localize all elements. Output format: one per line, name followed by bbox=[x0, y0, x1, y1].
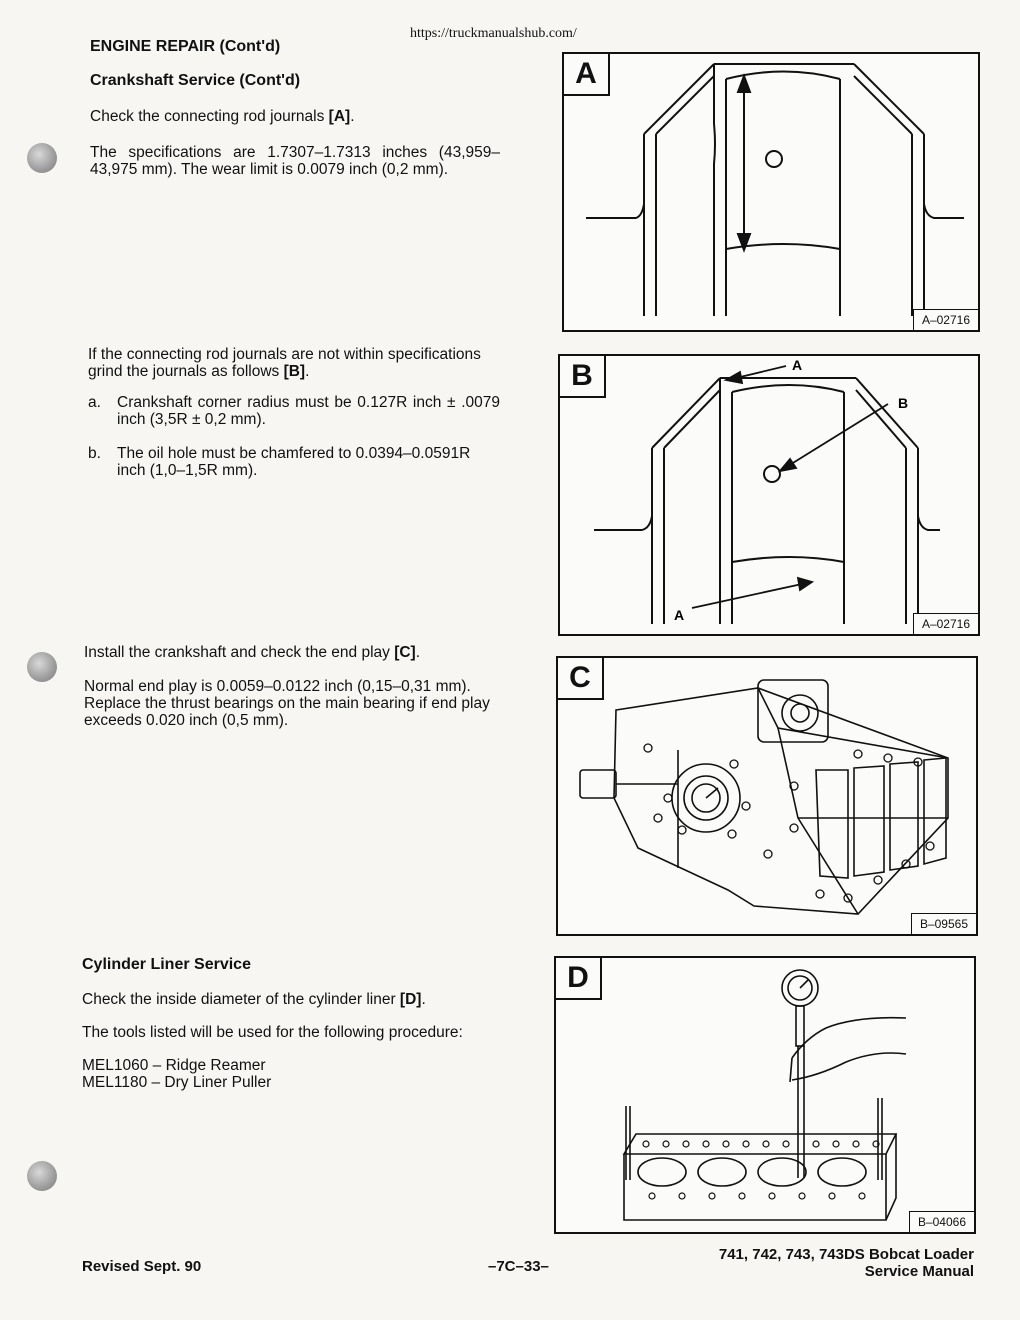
figure-a bbox=[562, 52, 980, 332]
period: . bbox=[415, 644, 421, 661]
tool-item: MEL1180 – Dry Liner Puller bbox=[82, 1074, 272, 1091]
binder-hole-top bbox=[27, 143, 57, 173]
figure-d bbox=[554, 956, 976, 1234]
figure-b-callout-a: A bbox=[792, 357, 803, 373]
crankshaft-journal-drawing bbox=[564, 54, 980, 332]
figure-ref-b: [B] bbox=[283, 363, 306, 380]
cylinder-bore-gauge-drawing bbox=[556, 958, 976, 1234]
footer-manual: Service Manual bbox=[864, 1263, 974, 1280]
tools-intro: The tools listed will be used for the following procedure: bbox=[82, 1024, 463, 1041]
cylinder-check-text: Check the inside diameter of the cylinder liner bbox=[82, 991, 400, 1008]
period: . bbox=[350, 108, 355, 125]
figure-b-callout-b: B bbox=[898, 395, 909, 411]
list-item-text-a: Crankshaft corner radius must be 0.127R inch ± .0079 inch (3,5R ± 0,2 mm). bbox=[117, 394, 500, 428]
binder-hole-middle bbox=[27, 652, 57, 682]
figure-a-label: A bbox=[564, 54, 610, 96]
grind-text: If the connecting rod journals are not within specifications grind the journals as follows bbox=[88, 346, 481, 380]
footer-page-number: –7C–33– bbox=[488, 1258, 549, 1275]
specs-paragraph: The specifications are 1.7307–1.7313 inches (43,959–43,975 mm). The wear limit is 0.0079 inch (0,2 mm). bbox=[90, 144, 500, 178]
figure-ref-d: [D] bbox=[399, 991, 422, 1008]
section-title: ENGINE REPAIR (Cont'd) bbox=[90, 38, 281, 55]
period: . bbox=[305, 363, 310, 380]
figure-b-label: B bbox=[560, 356, 606, 398]
endplay-paragraph: Normal end play is 0.0059–0.0122 inch (0,15–0,31 mm). Replace the thrust bearings on the main bearing if end play exceeds 0.020 inch (0,5 mm). bbox=[84, 678, 490, 729]
list-item-text-b: The oil hole must be chamfered to 0.0394–0.0591R inch (1,0–1,5R mm). bbox=[117, 445, 471, 479]
install-text: Install the crankshaft and check the end play bbox=[84, 644, 395, 661]
cylinder-check-paragraph bbox=[82, 991, 502, 1008]
figure-ref-a: [A] bbox=[328, 108, 351, 125]
figure-b-callout-a-lower: A bbox=[674, 607, 685, 623]
figure-d-label: D bbox=[556, 958, 602, 1000]
figure-a-code: A–02716 bbox=[913, 309, 978, 330]
binder-hole-bottom bbox=[27, 1161, 57, 1191]
install-paragraph bbox=[84, 644, 504, 661]
figure-b-code: A–02716 bbox=[913, 613, 978, 634]
check-rod-text: Check the connecting rod journals bbox=[90, 108, 329, 125]
footer-revised: Revised Sept. 90 bbox=[82, 1258, 202, 1275]
list-item-label-a: a. bbox=[88, 394, 101, 411]
engine-block-dial-indicator-drawing bbox=[558, 658, 978, 936]
figure-d-code: B–04066 bbox=[909, 1211, 974, 1232]
check-rod-paragraph bbox=[90, 108, 510, 125]
watermark-url[interactable]: https://truckmanualshub.com/ bbox=[410, 26, 577, 41]
figure-b bbox=[558, 354, 980, 636]
figure-ref-c: [C] bbox=[394, 644, 416, 661]
figure-c-label: C bbox=[558, 658, 604, 700]
crankshaft-grinding-drawing bbox=[560, 356, 980, 636]
subsection-title: Crankshaft Service (Cont'd) bbox=[90, 72, 301, 89]
cylinder-liner-title: Cylinder Liner Service bbox=[82, 956, 251, 973]
tool-item: MEL1060 – Ridge Reamer bbox=[82, 1057, 266, 1074]
grind-paragraph bbox=[88, 346, 500, 380]
figure-c bbox=[556, 656, 978, 936]
list-item-label-b: b. bbox=[88, 445, 101, 462]
footer-model: 741, 742, 743, 743DS Bobcat Loader bbox=[718, 1246, 974, 1263]
period: . bbox=[421, 991, 426, 1008]
figure-c-code: B–09565 bbox=[911, 913, 976, 934]
